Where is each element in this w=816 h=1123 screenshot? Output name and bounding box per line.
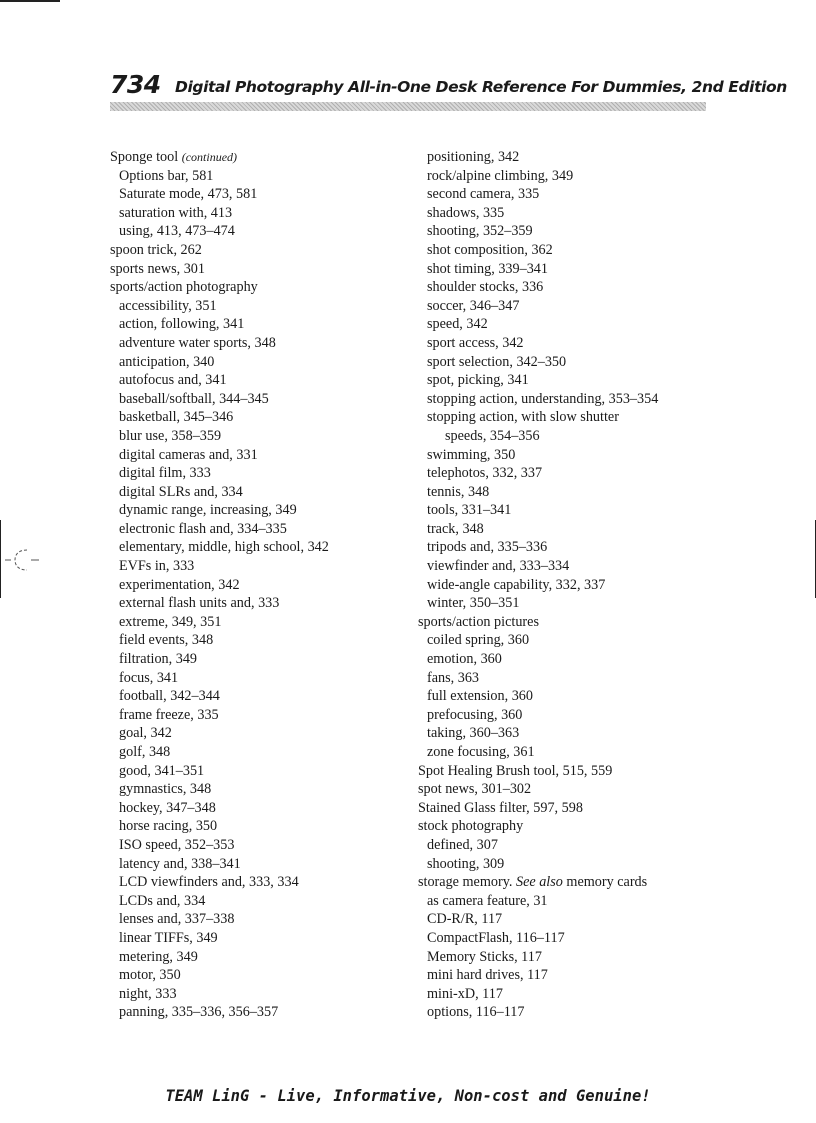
index-entry <box>418 799 738 818</box>
entry-text: shadows, 335 <box>427 204 505 221</box>
entry-text: swimming, 350 <box>427 446 516 463</box>
entry-text: extreme, 349, 351 <box>119 613 222 630</box>
entry-text: sports/action pictures <box>418 613 539 630</box>
entry-text: stock photography <box>418 818 524 835</box>
registration-mark-icon <box>5 548 41 572</box>
entry-text: shot timing, 339–341 <box>427 260 548 277</box>
index-subentry <box>110 520 430 539</box>
index-subentry <box>110 948 430 967</box>
entry-text: golf, 348 <box>119 744 171 760</box>
index-subentry <box>418 185 738 204</box>
index-subentry <box>110 724 430 743</box>
index-entry <box>110 260 430 279</box>
index-subentry <box>418 501 738 520</box>
index-column-right <box>418 148 738 1022</box>
index-subentry <box>418 631 738 650</box>
index-subentry <box>418 985 738 1004</box>
index-subentry <box>110 315 430 334</box>
entry-text: LCD viewfinders and, 333, 334 <box>119 874 299 891</box>
index-subentry <box>110 167 430 186</box>
entry-text: prefocusing, 360 <box>427 706 523 723</box>
entry-text: gymnastics, 348 <box>119 781 212 798</box>
entry-text: track, 348 <box>427 520 484 537</box>
entry-text: rock/alpine climbing, 349 <box>427 167 574 184</box>
entry-text: action, following, 341 <box>119 316 245 333</box>
entry-text: CompactFlash, 116–117 <box>427 929 565 946</box>
index-subentry <box>418 408 738 427</box>
index-subentry <box>110 353 430 372</box>
entry-text: sports/action photography <box>110 279 258 296</box>
entry-text: linear TIFFs, 349 <box>119 929 218 946</box>
index-subentry <box>418 427 738 446</box>
index-subentry <box>418 241 738 260</box>
index-subentry <box>418 278 738 297</box>
entry-text: motor, 350 <box>119 967 181 984</box>
index-subentry <box>110 464 430 483</box>
index-subentry <box>418 148 738 167</box>
entry-text: spoon trick, 262 <box>110 241 202 258</box>
index-subentry <box>110 427 430 446</box>
entry-text: tennis, 348 <box>427 483 490 500</box>
entry-text: sport access, 342 <box>427 334 524 351</box>
index-subentry <box>110 483 430 502</box>
index-entry <box>418 873 738 892</box>
index-subentry <box>110 817 430 836</box>
index-subentry <box>418 706 738 725</box>
index-entry <box>418 613 738 632</box>
entry-text: lenses and, 337–338 <box>119 911 235 928</box>
index-subentry <box>110 576 430 595</box>
entry-text: shooting, 309 <box>427 855 505 872</box>
index-subentry <box>418 353 738 372</box>
running-header <box>110 70 787 114</box>
index-subentry <box>110 334 430 353</box>
entry-text: night, 333 <box>119 985 177 1002</box>
entry-text: external flash units and, 333 <box>119 595 280 612</box>
entry-text: anticipation, 340 <box>119 353 215 370</box>
entry-text: sports news, 301 <box>110 260 205 277</box>
entry-text: football, 342–344 <box>119 688 220 705</box>
index-column-left <box>110 148 430 1022</box>
index-subentry <box>418 1003 738 1022</box>
entry-text: shooting, 352–359 <box>427 223 533 240</box>
entry-text: shot composition, 362 <box>427 241 553 258</box>
entry-text: wide-angle capability, 332, 337 <box>427 576 606 593</box>
entry-text: zone focusing, 361 <box>427 744 535 760</box>
entry-text: elementary, middle, high school, 342 <box>119 539 329 556</box>
entry-text: ISO speed, 352–353 <box>119 836 235 853</box>
entry-text: LCDs and, 334 <box>119 892 206 909</box>
index-subentry <box>110 855 430 874</box>
index-subentry <box>110 371 430 390</box>
index-subentry <box>418 743 738 762</box>
corner-crop-rule <box>0 0 60 2</box>
footer-text: TEAM LinG - Live, Informative, Non-cost and Genuine! <box>165 1087 651 1105</box>
index-subentry <box>110 743 430 762</box>
entry-text: as camera feature, 31 <box>427 892 548 909</box>
entry-text: CD-R/R, 117 <box>427 911 503 928</box>
entry-text: positioning, 342 <box>427 149 520 165</box>
entry-text: emotion, 360 <box>427 651 502 668</box>
index-subentry <box>418 371 738 390</box>
index-subentry <box>418 855 738 874</box>
index-subentry <box>110 501 430 520</box>
entry-text: storage memory. <box>418 874 516 891</box>
index-subentry <box>110 557 430 576</box>
index-subentry <box>110 929 430 948</box>
index-subentry <box>110 669 430 688</box>
index-subentry <box>418 390 738 409</box>
entry-text: metering, 349 <box>119 948 198 965</box>
index-subentry <box>418 576 738 595</box>
index-subentry <box>418 594 738 613</box>
entry-text: memory cards <box>562 874 648 891</box>
entry-text: Options bar, 581 <box>119 167 214 184</box>
index-subentry <box>110 538 430 557</box>
entry-text: baseball/softball, 344–345 <box>119 390 269 407</box>
index-subentry <box>110 687 430 706</box>
entry-text: Sponge tool <box>110 149 182 165</box>
index-subentry <box>418 260 738 279</box>
entry-text: frame freeze, 335 <box>119 706 219 723</box>
entry-text: filtration, 349 <box>119 651 198 668</box>
entry-text: soccer, 346–347 <box>427 297 520 314</box>
entry-text: focus, 341 <box>119 669 179 686</box>
entry-text: tripods and, 335–336 <box>427 539 548 556</box>
entry-text: sport selection, 342–350 <box>427 353 567 370</box>
index-subentry <box>110 706 430 725</box>
entry-text: latency and, 338–341 <box>119 855 241 872</box>
index-subentry <box>418 446 738 465</box>
index-subentry <box>418 204 738 223</box>
entry-text: Saturate mode, 473, 581 <box>119 186 258 203</box>
entry-text: EVFs in, 333 <box>119 558 195 575</box>
entry-text: winter, 350–351 <box>427 595 520 612</box>
index-subentry <box>110 910 430 929</box>
entry-text: shoulder stocks, 336 <box>427 279 544 296</box>
entry-text: digital SLRs and, 334 <box>119 483 243 500</box>
entry-text: viewfinder and, 333–334 <box>427 558 570 575</box>
page-number: 734 <box>110 70 161 99</box>
index-subentry <box>110 613 430 632</box>
entry-text: fans, 363 <box>427 669 480 686</box>
entry-text: (continued) <box>181 150 238 164</box>
index-subentry <box>110 985 430 1004</box>
entry-text: Spot Healing Brush tool, 515, 559 <box>418 762 613 779</box>
index-subentry <box>418 557 738 576</box>
entry-text: spot news, 301–302 <box>418 781 532 798</box>
entry-text: See also <box>515 874 563 891</box>
index-subentry <box>418 836 738 855</box>
entry-text: second camera, 335 <box>427 186 540 203</box>
entry-text: coiled spring, 360 <box>427 632 530 649</box>
index-subentry <box>418 464 738 483</box>
index-subentry <box>418 669 738 688</box>
entry-text: stopping action, understanding, 353–354 <box>427 390 659 407</box>
entry-text: Memory Sticks, 117 <box>427 948 542 965</box>
entry-text: good, 341–351 <box>119 762 205 779</box>
index-entry <box>110 148 430 167</box>
entry-text: field events, 348 <box>119 632 214 649</box>
index-subentry <box>110 650 430 669</box>
entry-text: autofocus and, 341 <box>119 372 227 389</box>
index-subentry <box>418 520 738 539</box>
index-entry <box>418 817 738 836</box>
entry-text: full extension, 360 <box>427 688 533 705</box>
index-subentry <box>418 650 738 669</box>
index-subentry <box>110 204 430 223</box>
entry-text: speeds, 354–356 <box>445 427 540 444</box>
left-margin-rule <box>0 520 1 598</box>
index-entry <box>418 780 738 799</box>
entry-text: adventure water sports, 348 <box>119 334 276 351</box>
book-title: Digital Photography All-in-One Desk Reference For Dummies, 2nd Edition <box>175 78 787 96</box>
index-subentry <box>418 222 738 241</box>
entry-text: digital film, 333 <box>119 465 211 482</box>
index-subentry <box>418 315 738 334</box>
index-subentry <box>110 780 430 799</box>
index-subentry <box>110 631 430 650</box>
entry-text: hockey, 347–348 <box>119 799 216 816</box>
index-subentry <box>110 799 430 818</box>
entry-text: taking, 360–363 <box>427 725 520 742</box>
index-subentry <box>110 297 430 316</box>
index-subentry <box>110 836 430 855</box>
entry-text: blur use, 358–359 <box>119 427 222 444</box>
index-subentry <box>418 724 738 743</box>
index-subentry <box>110 762 430 781</box>
index-subentry <box>418 483 738 502</box>
entry-text: stopping action, with slow shutter <box>427 409 619 426</box>
index-entry <box>110 278 430 297</box>
index-subentry <box>110 594 430 613</box>
entry-text: goal, 342 <box>119 725 172 742</box>
index-subentry <box>110 408 430 427</box>
header-rule-bar <box>110 102 706 111</box>
entry-text: panning, 335–336, 356–357 <box>119 1004 279 1021</box>
index-subentry <box>110 446 430 465</box>
entry-text: using, 413, 473–474 <box>119 223 235 240</box>
index-subentry <box>110 222 430 241</box>
index-subentry <box>110 1003 430 1022</box>
index-subentry <box>418 966 738 985</box>
index-subentry <box>110 892 430 911</box>
entry-text: dynamic range, increasing, 349 <box>119 502 297 519</box>
index-subentry <box>418 687 738 706</box>
index-subentry <box>418 538 738 557</box>
entry-text: mini hard drives, 117 <box>427 967 548 984</box>
index-subentry <box>418 929 738 948</box>
index-subentry <box>110 966 430 985</box>
entry-text: speed, 342 <box>427 316 488 333</box>
entry-text: tools, 331–341 <box>427 502 512 519</box>
entry-text: defined, 307 <box>427 836 498 853</box>
index-subentry <box>110 390 430 409</box>
index-subentry <box>418 948 738 967</box>
entry-text: accessibility, 351 <box>119 297 217 314</box>
entry-text: telephotos, 332, 337 <box>427 465 543 482</box>
entry-text: Stained Glass filter, 597, 598 <box>418 799 583 816</box>
index-subentry <box>418 334 738 353</box>
index-entry <box>110 241 430 260</box>
entry-text: basketball, 345–346 <box>119 409 234 426</box>
index-subentry <box>110 873 430 892</box>
index-subentry <box>418 167 738 186</box>
entry-text: spot, picking, 341 <box>427 372 529 389</box>
index-entry <box>418 762 738 781</box>
entry-text: experimentation, 342 <box>119 576 240 593</box>
index-subentry <box>418 910 738 929</box>
entry-text: options, 116–117 <box>427 1004 525 1021</box>
index-subentry <box>110 185 430 204</box>
entry-text: horse racing, 350 <box>119 818 218 835</box>
entry-text: digital cameras and, 331 <box>119 446 258 463</box>
entry-text: electronic flash and, 334–335 <box>119 520 287 537</box>
index-subentry <box>418 892 738 911</box>
entry-text: mini-xD, 117 <box>427 985 503 1002</box>
entry-text: saturation with, 413 <box>119 204 233 221</box>
index-subentry <box>418 297 738 316</box>
